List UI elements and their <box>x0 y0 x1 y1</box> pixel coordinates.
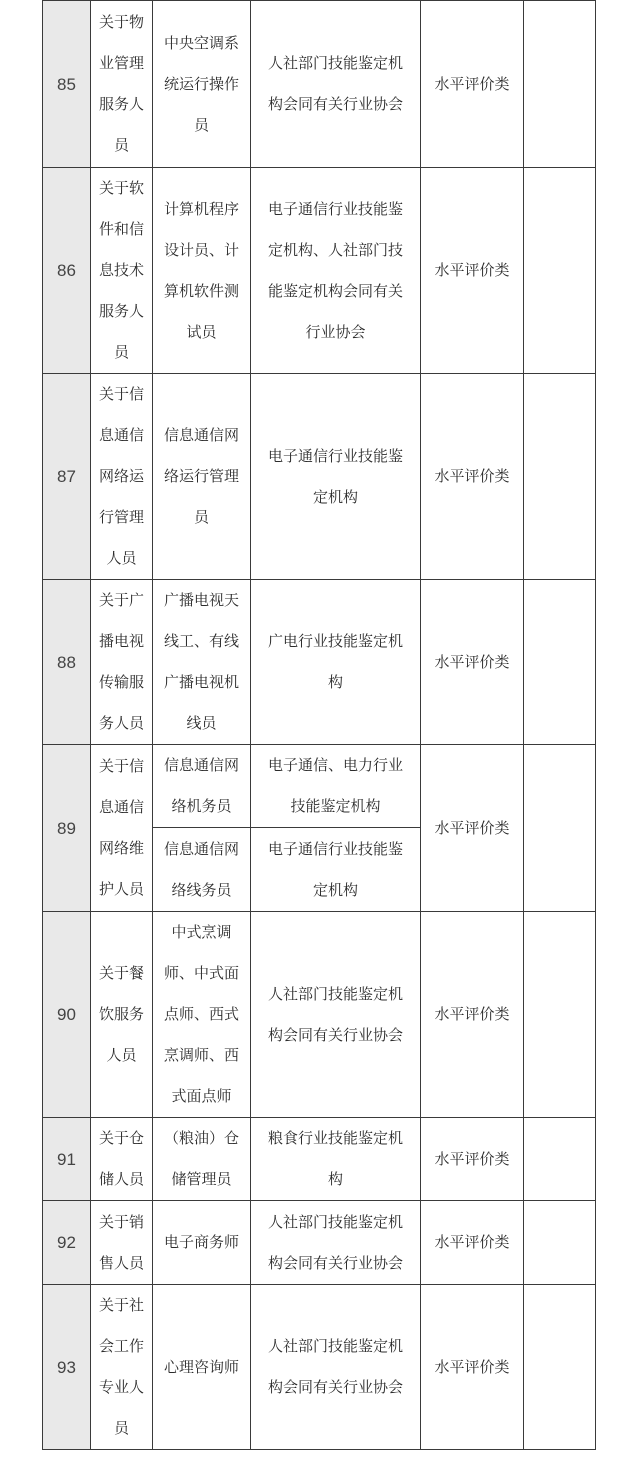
table-row-92 <box>43 1201 596 1285</box>
assessment-body-cell: 人社部门技能鉴定机构会同有关行业协会 <box>251 912 421 1118</box>
table-row-85 <box>43 1 596 168</box>
assessment-body-cell: 广电行业技能鉴定机构 <box>251 580 421 745</box>
table-row-90 <box>43 912 596 1118</box>
assessment-body-cell: 粮食行业技能鉴定机构 <box>251 1118 421 1201</box>
table-row-86 <box>43 168 596 374</box>
occupation-cell: 中央空调系统运行操作员 <box>153 1 251 168</box>
category-cell: 关于物业管理服务人员 <box>91 1 153 168</box>
occupation-cell: 信息通信网络运行管理员 <box>153 374 251 580</box>
table-row-89 <box>43 745 596 828</box>
remarks-cell <box>524 374 596 580</box>
occupation-cell: 电子商务师 <box>153 1201 251 1285</box>
row-number: 91 <box>43 1118 91 1201</box>
assessment-type-cell: 水平评价类 <box>421 745 524 912</box>
remarks-cell <box>524 1285 596 1450</box>
table-row-91 <box>43 1118 596 1201</box>
assessment-type-cell: 水平评价类 <box>421 1 524 168</box>
category-cell: 关于仓储人员 <box>91 1118 153 1201</box>
category-cell: 关于广播电视传输服务人员 <box>91 580 153 745</box>
assessment-body-cell: 电子通信行业技能鉴定机构 <box>251 828 421 912</box>
category-cell: 关于信息通信网络维护人员 <box>91 745 153 912</box>
certification-table <box>42 0 596 1450</box>
remarks-cell <box>524 745 596 912</box>
remarks-cell <box>524 1201 596 1285</box>
occupation-cell: 信息通信网络机务员 <box>153 745 251 828</box>
assessment-type-cell: 水平评价类 <box>421 168 524 374</box>
remarks-cell <box>524 912 596 1118</box>
occupation-cell: （粮油）仓储管理员 <box>153 1118 251 1201</box>
row-number: 85 <box>43 1 91 168</box>
assessment-body-cell: 电子通信行业技能鉴定机构、人社部门技能鉴定机构会同有关行业协会 <box>251 168 421 374</box>
assessment-type-cell: 水平评价类 <box>421 1285 524 1450</box>
category-cell: 关于社会工作专业人员 <box>91 1285 153 1450</box>
category-cell: 关于餐饮服务人员 <box>91 912 153 1118</box>
table-row-93 <box>43 1285 596 1450</box>
remarks-cell <box>524 1118 596 1201</box>
assessment-body-cell: 人社部门技能鉴定机构会同有关行业协会 <box>251 1 421 168</box>
assessment-body-cell: 人社部门技能鉴定机构会同有关行业协会 <box>251 1201 421 1285</box>
assessment-type-cell: 水平评价类 <box>421 580 524 745</box>
occupation-cell: 心理咨询师 <box>153 1285 251 1450</box>
assessment-type-cell: 水平评价类 <box>421 912 524 1118</box>
table-row-88 <box>43 580 596 745</box>
row-number: 86 <box>43 168 91 374</box>
category-cell: 关于销售人员 <box>91 1201 153 1285</box>
assessment-type-cell: 水平评价类 <box>421 374 524 580</box>
assessment-type-cell: 水平评价类 <box>421 1118 524 1201</box>
table-row-87 <box>43 374 596 580</box>
occupation-cell: 广播电视天线工、有线广播电视机线员 <box>153 580 251 745</box>
assessment-type-cell: 水平评价类 <box>421 1201 524 1285</box>
occupation-cell: 计算机程序设计员、计算机软件测试员 <box>153 168 251 374</box>
row-number: 93 <box>43 1285 91 1450</box>
row-number: 88 <box>43 580 91 745</box>
remarks-cell <box>524 1 596 168</box>
row-number: 92 <box>43 1201 91 1285</box>
row-number: 90 <box>43 912 91 1118</box>
assessment-body-cell: 电子通信行业技能鉴定机构 <box>251 374 421 580</box>
assessment-body-cell: 人社部门技能鉴定机构会同有关行业协会 <box>251 1285 421 1450</box>
row-number: 89 <box>43 745 91 912</box>
row-number: 87 <box>43 374 91 580</box>
category-cell: 关于信息通信网络运行管理人员 <box>91 374 153 580</box>
occupation-cell: 信息通信网络线务员 <box>153 828 251 912</box>
remarks-cell <box>524 168 596 374</box>
occupation-cell: 中式烹调师、中式面点师、西式烹调师、西式面点师 <box>153 912 251 1118</box>
remarks-cell <box>524 580 596 745</box>
category-cell: 关于软件和信息技术服务人员 <box>91 168 153 374</box>
assessment-body-cell: 电子通信、电力行业技能鉴定机构 <box>251 745 421 828</box>
